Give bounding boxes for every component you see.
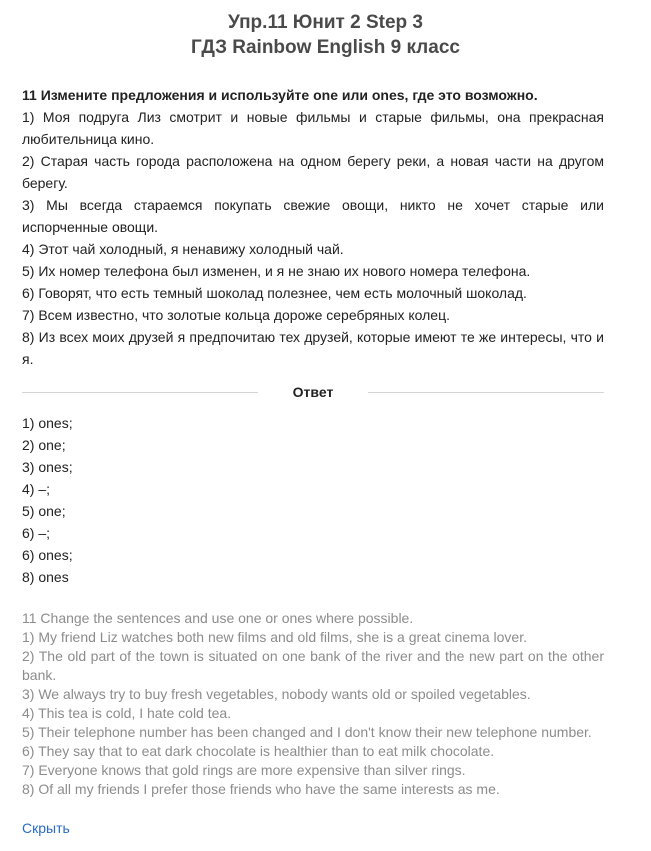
answer-label: Ответ [292,384,334,400]
translation-item-7: 7) Everyone knows that gold rings are more expensive than silver rings. [22,762,466,778]
answer-item: 2) one; [22,437,66,453]
answer-item: 4) –; [22,481,51,497]
answer-list [22,412,322,588]
answer-item: 6) –; [22,525,51,541]
task-block [22,84,604,370]
translation-item-3: 3) We always try to buy fresh vegetables, nobody wants old or spoiled vegetables. [22,686,531,702]
answer-divider [22,381,604,403]
translation-item-6: 6) They say that to eat dark chocolate is healthier than to eat milk chocolate. [22,743,495,759]
answer-item: 3) ones; [22,459,73,475]
task-item-3: 3) Мы всегда стараемся покупать свежие овощи, никто не хочет старые или испорченные овощи. [22,197,604,235]
task-item-2: 2) Старая часть города расположена на одном берегу реки, а новая части на другом берегу. [22,153,604,191]
translation-item-8: 8) Of all my friends I prefer those friends who have the same interests as me. [22,781,500,797]
translation-item-4: 4) This tea is cold, I hate cold tea. [22,705,232,721]
divider-line-right [368,392,604,393]
page-title [0,10,651,60]
page-title-line-1: Упр.11 Юнит 2 Step 3 [227,12,424,33]
task-heading: 11 Измените предложения и используйте one или ones, где это возможно. [22,87,538,103]
translation-item-1: 1) My friend Liz watches both new films and old films, she is a great cinema lover. [22,629,527,645]
answer-item: 1) ones; [22,415,73,431]
answer-item: 8) ones [22,569,69,585]
task-item-1: 1) Моя подруга Лиз смотрит и новые фильмы и старые фильмы, она прекрасная любительница кино. [22,109,604,147]
task-item-7: 7) Всем известно, что золотые кольца дороже серебряных колец. [22,307,450,323]
answer-item: 6) ones; [22,547,73,563]
translation-item-5: 5) Their telephone number has been changed and I don't know their new telephone number. [22,724,592,740]
task-item-4: 4) Этот чай холодный, я ненавижу холодный чай. [22,241,344,257]
answer-item: 5) one; [22,503,66,519]
translation-block [22,609,604,799]
task-item-8: 8) Из всех моих друзей я предпочитаю тех друзей, которые имеют те же интересы, что и я. [22,329,604,367]
translation-heading: 11 Change the sentences and use one or ones where possible. [22,610,414,626]
hide-translation-link[interactable]: Скрыть [22,820,70,836]
translation-item-2: 2) The old part of the town is situated on one bank of the river and the new part on the other bank. [22,648,604,683]
task-item-6: 6) Говорят, что есть темный шоколад полезнее, чем есть молочный шоколад. [22,285,527,301]
task-item-5: 5) Их номер телефона был изменен, и я не знаю их нового номера телефона. [22,263,531,279]
page-title-line-2: ГДЗ Rainbow English 9 класс [191,37,460,58]
